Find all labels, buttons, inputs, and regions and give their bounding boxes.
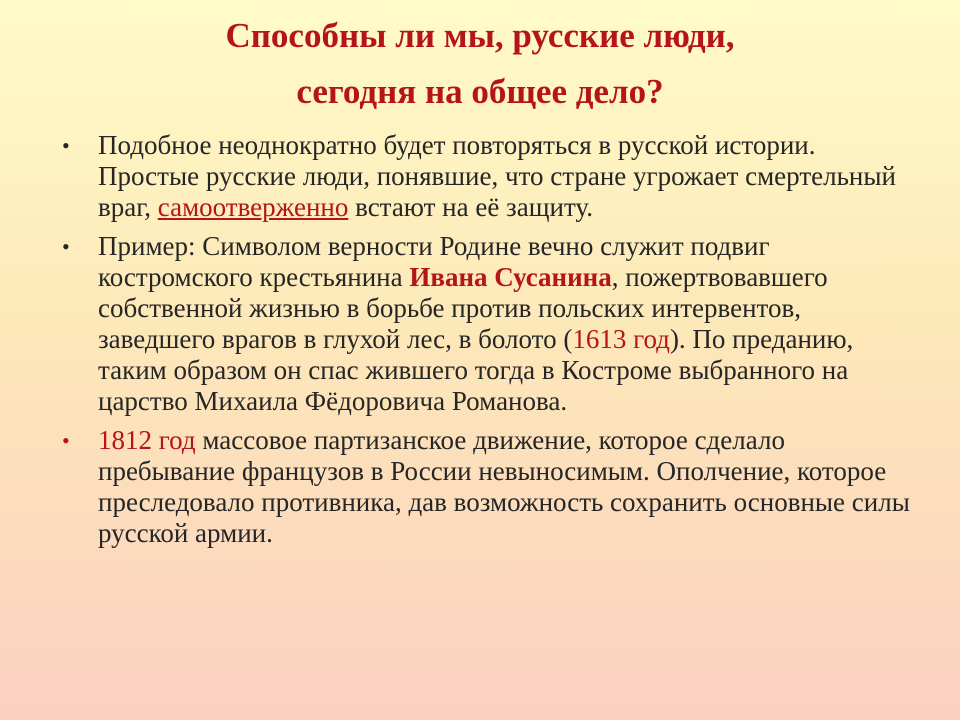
bullet-item-2 [60, 231, 920, 417]
bullet-1-text-before: Подобное неоднократно будет повторяться в русской истории. Простые русские люди, понявшие, что стране угрожает смертельный враг, [98, 130, 896, 222]
bullet-3-text-after: массовое партизанское движение, которое сделало пребывание французов в России невыносимым. Ополчение, которое преследовало противника, дав возможность сохранить основные силы русской армии. [98, 425, 910, 548]
bullet-2-text-before: Пример: Символом верности Родине вечно служит подвиг костромского крестьянина [98, 231, 770, 292]
year-1613: 1613 год [572, 324, 670, 354]
bullet-2-text-middle: , пожертвовавшего собственной жизнью в борьбе против польских интервентов, заведшего врагов в глухой лес, в болото ( [98, 262, 828, 354]
bullet-item-1 [60, 130, 920, 223]
slide-title [0, 8, 960, 120]
bullet-dot-icon: • [62, 428, 70, 453]
susanin-name: Ивана Сусанина [409, 262, 612, 292]
bullet-dot-icon: • [62, 234, 70, 259]
year-1812: 1812 год [98, 425, 196, 455]
bullet-1-text-after: встают на её защиту. [348, 192, 593, 222]
bullet-list [60, 130, 920, 557]
bullet-2-text-after: ). По преданию, таким образом он спас жившего тогда в Костроме выбранного на царство Михаила Фёдоровича Романова. [98, 324, 854, 416]
bullet-item-3 [60, 425, 920, 549]
slide-title-line-2: сегодня на общее дело? [296, 72, 664, 111]
slide-title-line-1: Способны ли мы, русские люди, [225, 16, 735, 55]
self-sacrifice-link[interactable]: самоотверженно [157, 192, 349, 222]
bullet-dot-icon: • [62, 133, 70, 158]
